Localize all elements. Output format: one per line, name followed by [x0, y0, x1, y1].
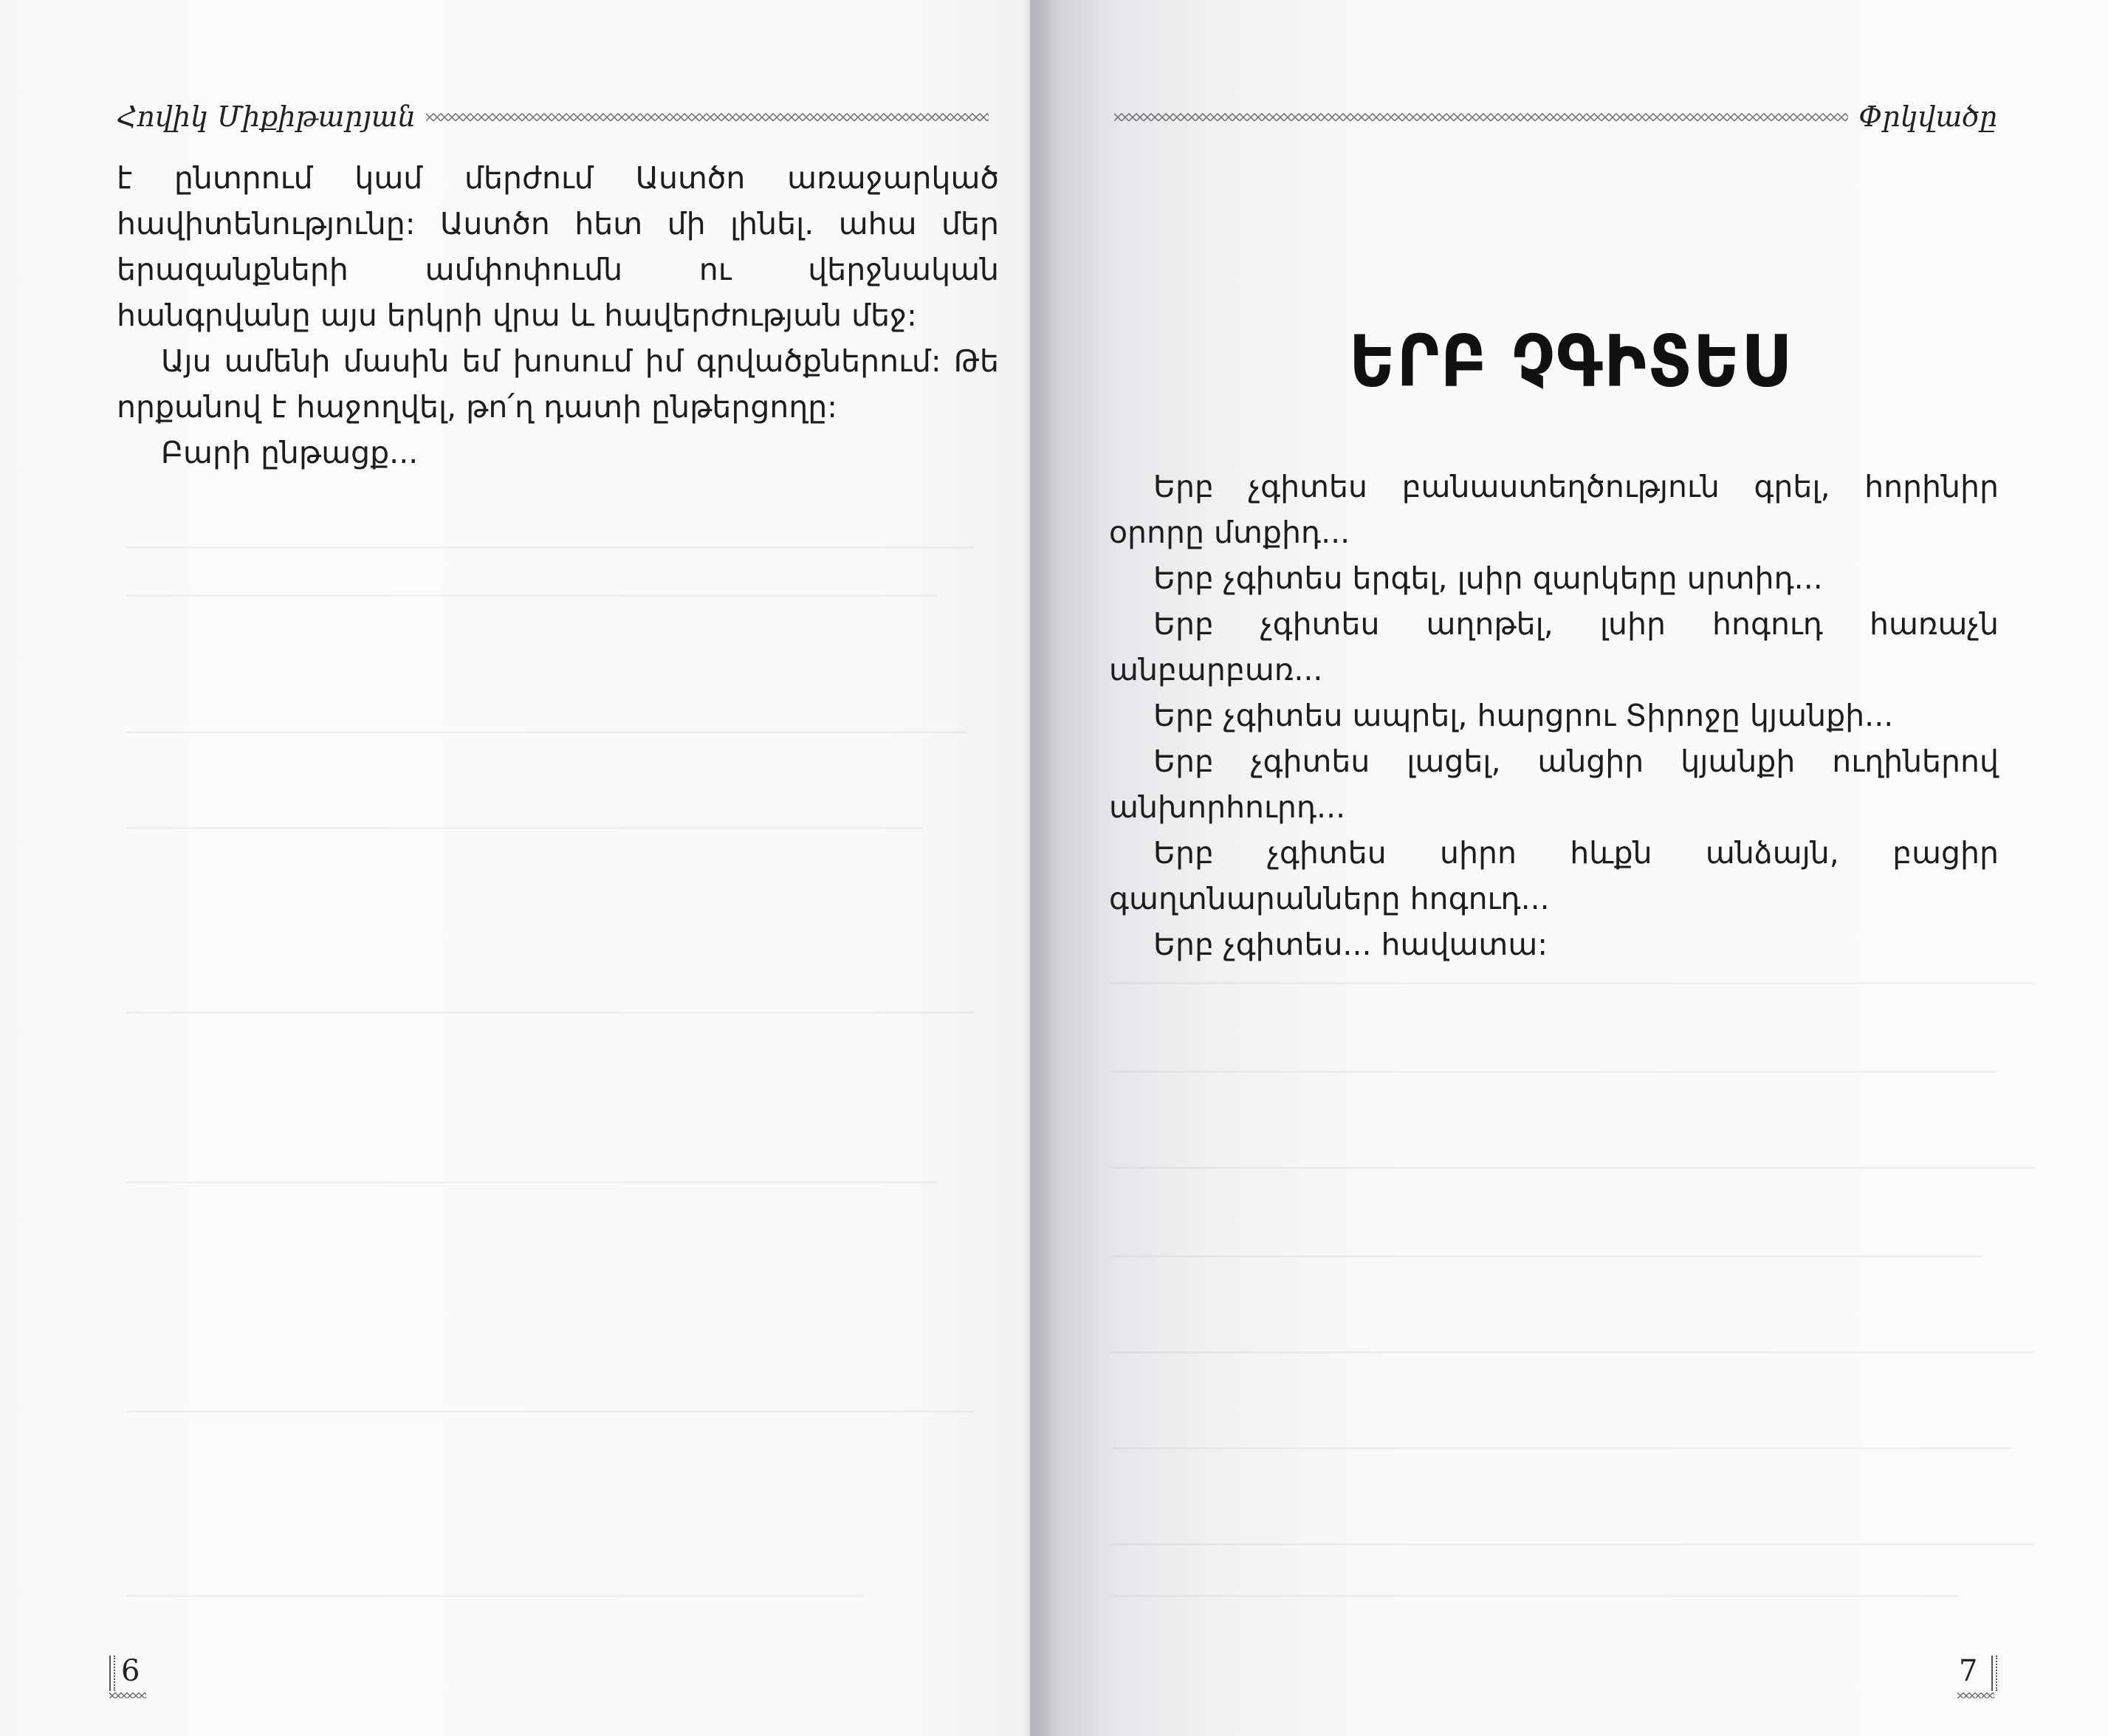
- bleed-through-line: [126, 1595, 864, 1597]
- bleed-through-line: [1111, 982, 2034, 984]
- right-page-number: 7: [1959, 1654, 1978, 1688]
- bleed-through-line: [1111, 1351, 2034, 1354]
- paragraph: է ընտրում կամ մերժում Աստծո առաջարկած հավիտենությունը: Աստծո հետ մի լինել. ահա մեր երազանքների ամփոփումն ու վերջնական հանգրվանը այս երկրի վրա և հավերժության մեջ:: [117, 160, 999, 333]
- poem-line: Երբ չգիտես բանաստեղծություն գրել, հորինիր օրորը մտքիդ...: [1109, 469, 1999, 550]
- right-body-text: [1109, 464, 1999, 967]
- bleed-through-line: [126, 1410, 975, 1413]
- right-running-header: [1104, 95, 1997, 139]
- bleed-through-line: [1111, 1167, 2034, 1169]
- left-page-number: 6: [121, 1654, 140, 1688]
- poem-line: Երբ չգիտես ապրել, հարցրու Տիրոջը կյանքի...: [1153, 698, 1894, 733]
- right-page-number-box: [1953, 1654, 1997, 1700]
- bleed-through-line: [126, 546, 975, 549]
- paragraph: Այս ամենի մասին եմ խոսում իմ գրվածքներում: Թե որքանով է հաջողվել, թո՛ղ դատի ընթերցողը:: [117, 343, 999, 425]
- bleed-through-line: [1111, 1543, 2034, 1545]
- poem-line: Երբ չգիտես... հավատա:: [1153, 927, 1548, 962]
- left-page: [0, 0, 1030, 1736]
- poem-line: Երբ չգիտես աղոթել, լսիր հոգուդ հառաչն անբարբառ...: [1109, 606, 1999, 687]
- page-number-ornament: [109, 1692, 146, 1698]
- bleed-through-line: [1111, 1595, 1960, 1597]
- bleed-through-line: [126, 1012, 975, 1014]
- bleed-through-line: [1111, 1071, 1997, 1073]
- left-body-text: [117, 155, 999, 476]
- book-gutter-shadow: [1023, 0, 1052, 1736]
- right-running-title: Փրկվածը: [1858, 100, 1997, 133]
- left-running-title: Հովիկ Միքիթարյան: [117, 100, 416, 133]
- bleed-through-line: [1111, 1255, 1982, 1258]
- bleed-through-line: [126, 594, 938, 597]
- left-running-header: [117, 95, 999, 139]
- bleed-through-line: [126, 731, 967, 733]
- paragraph: Բարի ընթացք...: [161, 435, 419, 470]
- left-page-number-box: [109, 1654, 154, 1700]
- right-page: [1030, 0, 2108, 1736]
- header-ornament-line: [426, 112, 989, 121]
- bleed-through-line: [126, 827, 923, 829]
- page-number-bracket: [1991, 1656, 1997, 1691]
- bleed-through-line: [126, 1181, 938, 1184]
- bleed-through-line: [1111, 1447, 2012, 1449]
- header-ornament-line: [1114, 112, 1848, 121]
- poem-title: ԵՐԲ ՉԳԻՏԵՍ: [1349, 320, 1789, 403]
- poem-line: Երբ չգիտես երգել, լսիր զարկերը սրտիդ...: [1153, 560, 1823, 596]
- page-number-ornament: [1957, 1692, 1994, 1698]
- poem-line: Երբ չգիտես սիրո հևքն անձայն, բացիր գաղտնարանները հոգուդ...: [1109, 835, 1999, 916]
- page-number-bracket: [109, 1656, 115, 1691]
- poem-line: Երբ չգիտես լացել, անցիր կյանքի ուղիներով անխորհուրդ...: [1109, 744, 1999, 825]
